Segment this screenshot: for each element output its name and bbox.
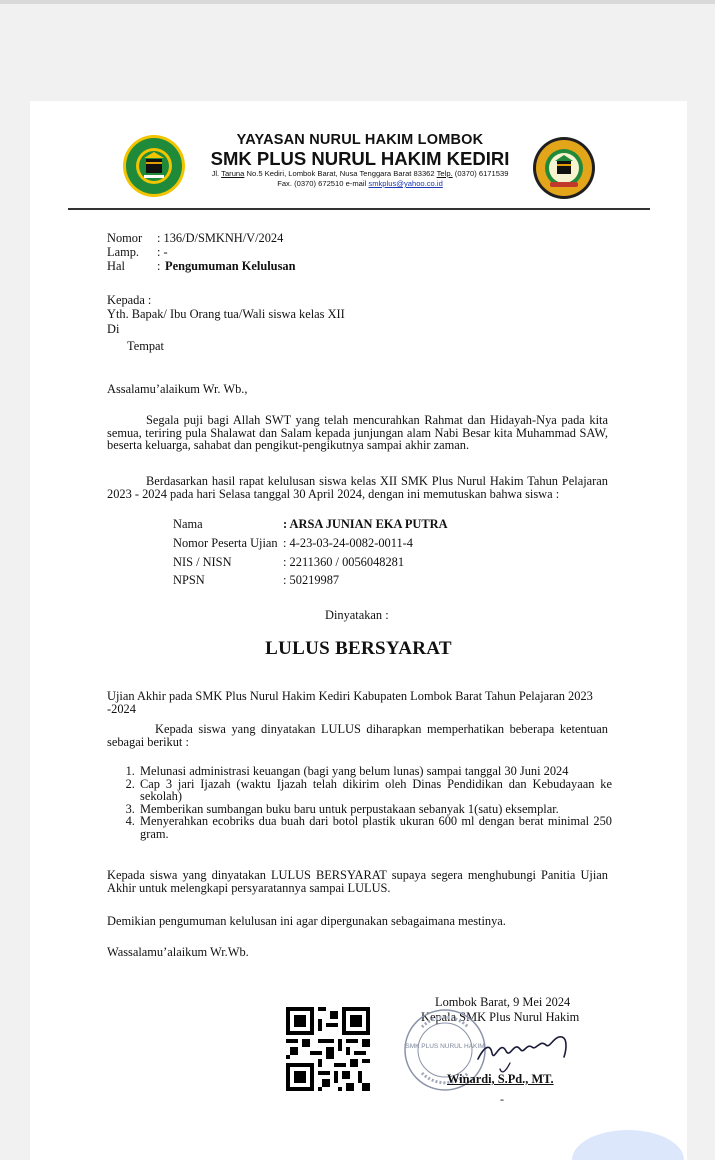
declared-label: Dinyatakan : <box>325 608 389 622</box>
paragraph-closing-note: Demikian pengumuman kelulusan ini agar dipergunakan sebagaimana mestinya. <box>107 914 506 928</box>
signer-name: Winardi, S.Pd., MT. <box>447 1072 554 1086</box>
greeting: Assalamu’alaikum Wr. Wb., <box>107 382 248 396</box>
school-logo-icon <box>532 136 596 200</box>
student-label: Nama <box>173 517 203 531</box>
svg-text:SMK PLUS NURUL HAKIM: SMK PLUS NURUL HAKIM <box>405 1043 485 1050</box>
school-contact: Fax. (0370) 672510 e-mail smkplus@yahoo.co.id <box>277 179 443 188</box>
list-item: 4. Menyerahkan ecobriks dua buah dari botol plastik ukuran 600 ml dengan berat minimal 250 gram. <box>138 815 612 840</box>
student-value: : 4-23-03-24-0082-0011-4 <box>283 536 413 550</box>
student-value: : 50219987 <box>283 573 340 587</box>
student-label: NPSN <box>173 573 205 587</box>
letterhead <box>180 132 540 189</box>
signer-position: Kepala SMK Plus Nurul Hakim <box>421 1010 580 1024</box>
paragraph-conditional: Kepada siswa yang dinyatakan LULUS BERSYARAT supaya segera menghubungi Panitia Ujian Akhir untuk melengkapi persyaratannya sampai LULUS. <box>107 868 608 895</box>
school-name: SMK PLUS NURUL HAKIM KEDIRI <box>210 148 510 169</box>
document-page <box>30 101 687 1160</box>
qr-code-icon <box>286 1007 370 1091</box>
exam-info: Ujian Akhir pada SMK Plus Nurul Hakim Kediri Kabupaten Lombok Barat Tahun Pelajaran 2023 -2024 <box>107 689 593 716</box>
student-label: Nomor Peserta Ujian <box>173 536 278 550</box>
list-item: 1. Melunasi administrasi keuangan (bagi yang belum lunas) sampai tanggal 30 Juni 2024 <box>138 765 612 778</box>
list-item: 3. Memberikan sumbangan buku baru untuk perpustakaan sebanyak 1(satu) eksemplar. <box>138 803 612 816</box>
subject: Pengumuman Kelulusan <box>165 259 296 273</box>
header-divider <box>68 208 650 210</box>
place-date: Lombok Barat, 9 Mei 2024 <box>435 995 571 1009</box>
signer-dash: - <box>500 1092 504 1106</box>
paragraph-requirements-intro: Kepada siswa yang dinyatakan LULUS diharapkan memperhatikan beberapa ketentuan sebagai berikut : <box>107 722 608 749</box>
list-item: 2. Cap 3 jari Ijazah (waktu Ijazah telah dikirim oleh Dinas Pendidikan dan Kebudayaan ke sekolah) <box>138 778 612 803</box>
school-address: Jl. Taruna No.5 Kediri, Lombok Barat, Nusa Tenggara Barat 83362 Telp. (0370) 6171539 <box>211 169 509 178</box>
lamp-row: Lamp. : - <box>107 245 168 259</box>
nomor-row: Nomor : 136/D/SMKNH/V/2024 <box>107 231 284 245</box>
recipient-place: Tempat <box>127 339 164 353</box>
email-link[interactable]: smkplus@yahoo.co.id <box>368 179 443 188</box>
recipient-di: Di <box>107 322 120 336</box>
recipient-name: Yth. Bapak/ Ibu Orang tua/Wali siswa kelas XII <box>107 307 345 321</box>
screen-top-bar <box>0 0 715 4</box>
paragraph-decision: Berdasarkan hasil rapat kelulusan siswa kelas XII SMK Plus Nurul Hakim Tahun Pelajaran 2023 - 2024 pada hari Selasa tanggal 30 April 2024, dengan ini memutuskan bahwa siswa : <box>107 474 608 501</box>
closing-greeting: Wassalamu’alaikum Wr.Wb. <box>107 945 249 959</box>
foundation-name: YAYASAN NURUL HAKIM LOMBOK <box>236 132 484 148</box>
recipient-to: Kepada : <box>107 293 152 307</box>
hal-row: Hal : Pengumuman Kelulusan <box>107 259 296 273</box>
student-label: NIS / NISN <box>173 555 232 569</box>
student-value: : ARSA JUNIAN EKA PUTRA <box>283 517 448 531</box>
student-value: : 2211360 / 0056048281 <box>283 555 405 569</box>
paragraph-opening: Segala puji bagi Allah SWT yang telah mencurahkan Rahmat dan Hidayah-Nya pada kita semua, teriring pula Shalawat dan Salam kepada junjungan alam Nabi Besar kita Muhammad SAW, beserta keluarga, sahabat dan pengikut-pengikutnya sampai akhir zaman. <box>107 413 608 453</box>
foundation-logo-icon <box>122 134 186 198</box>
graduation-result: LULUS BERSYARAT <box>265 638 452 659</box>
requirements-list <box>122 765 612 841</box>
